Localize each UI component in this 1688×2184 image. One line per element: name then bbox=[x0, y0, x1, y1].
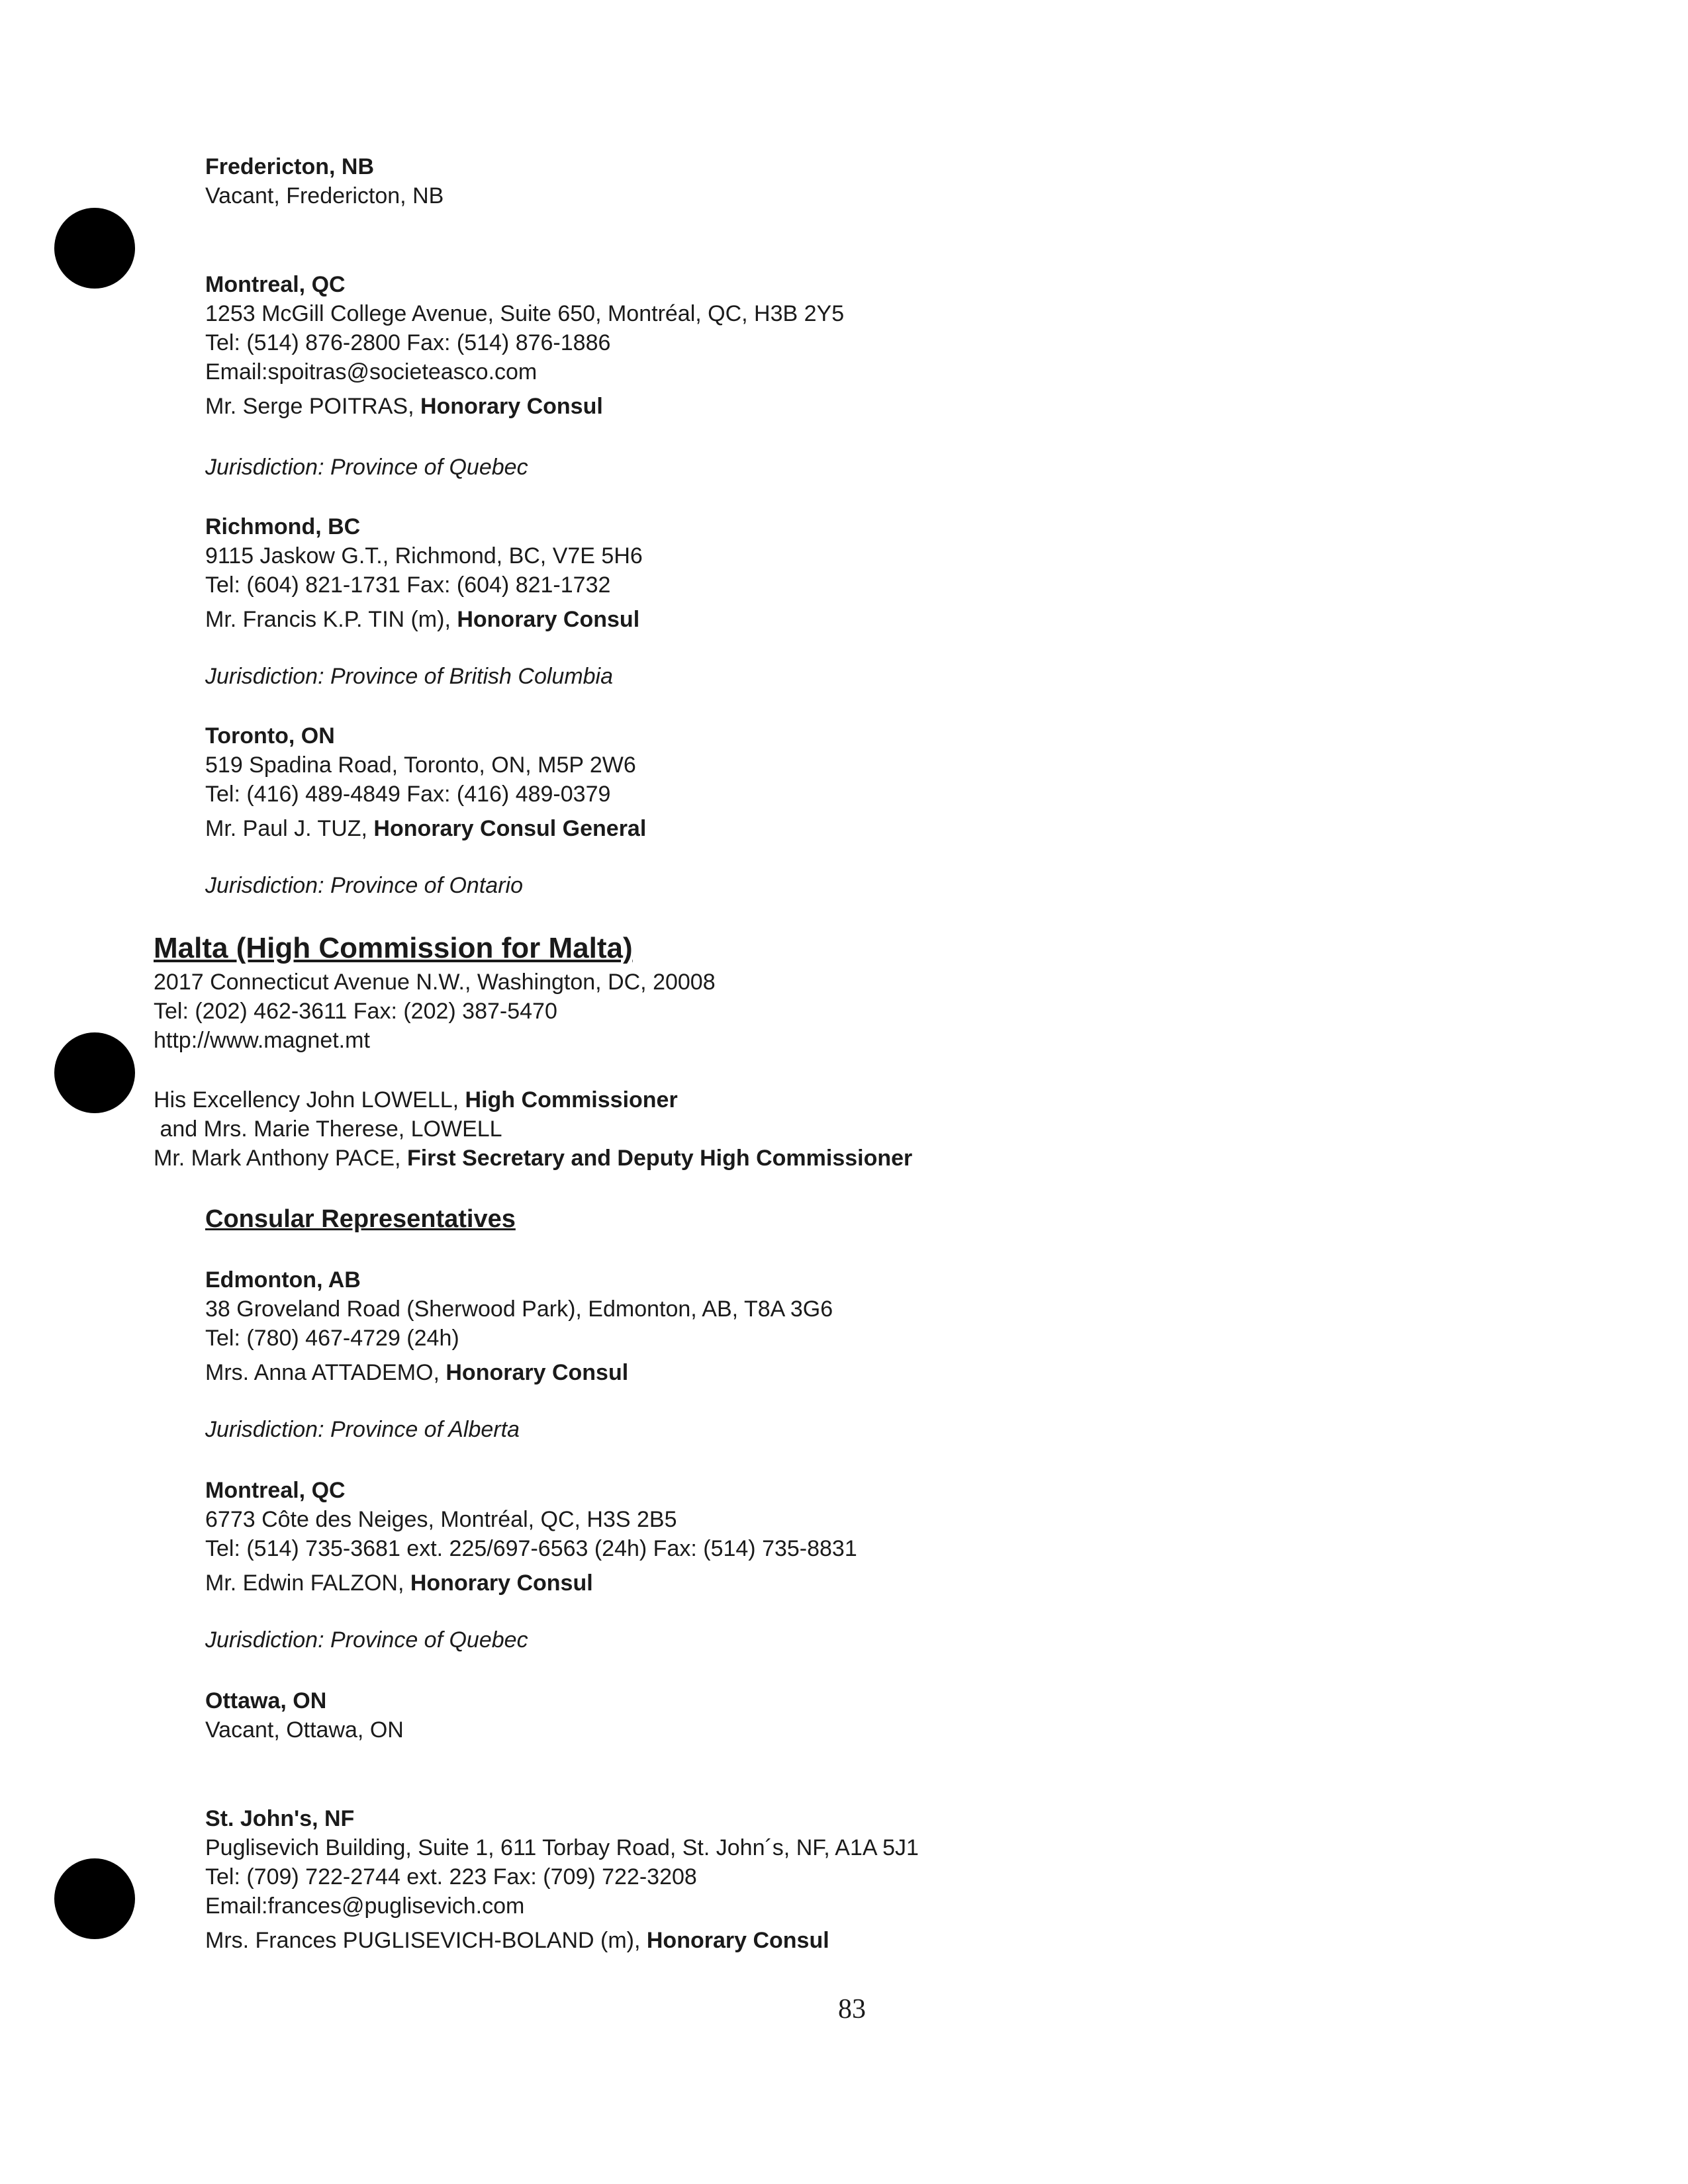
consul-line bbox=[205, 605, 1529, 634]
address-line: 1253 McGill College Avenue, Suite 650, Montréal, QC, H3B 2Y5 bbox=[205, 301, 845, 326]
high-commission-details bbox=[154, 968, 1544, 1173]
binder-hole bbox=[54, 208, 135, 289]
jurisdiction: Jurisdiction: Province of Quebec bbox=[205, 1627, 528, 1653]
consul-name: Mr. Serge POITRAS, bbox=[205, 394, 420, 419]
phone-line: Tel: (202) 462-3611 Fax: (202) 387-5470 bbox=[154, 999, 557, 1024]
consulate-entry bbox=[205, 721, 1529, 843]
consul-name: Mr. Edwin FALZON, bbox=[205, 1570, 410, 1596]
consul-name: Mr. Francis K.P. TIN (m), bbox=[205, 607, 457, 632]
city-heading: Montreal, QC bbox=[205, 272, 346, 297]
staff-line bbox=[154, 1144, 1544, 1173]
city-heading: Toronto, ON bbox=[205, 723, 335, 749]
consul-role: Honorary Consul bbox=[445, 1360, 629, 1385]
page-number: 83 bbox=[838, 1994, 866, 2025]
consulate-entry bbox=[205, 1804, 1529, 1955]
staff-line bbox=[154, 1085, 1544, 1115]
consulate-entry bbox=[205, 512, 1529, 634]
address-line: 38 Groveland Road (Sherwood Park), Edmonton, AB, T8A 3G6 bbox=[205, 1297, 833, 1322]
consul-role: Honorary Consul bbox=[646, 1928, 829, 1953]
phone-line: Tel: (780) 467-4729 (24h) bbox=[205, 1326, 459, 1351]
email-line[interactable]: Email:spoitras@societeasco.com bbox=[205, 359, 538, 385]
consul-line bbox=[205, 1926, 1529, 1955]
city-heading: Richmond, BC bbox=[205, 514, 361, 539]
consulate-entry bbox=[205, 1265, 1529, 1387]
consul-role: Honorary Consul bbox=[457, 607, 640, 632]
consulate-entry bbox=[205, 152, 1529, 210]
binder-hole bbox=[54, 1858, 135, 1939]
jurisdiction: Jurisdiction: Province of Ontario bbox=[205, 873, 523, 898]
consul-line bbox=[205, 1569, 1529, 1598]
phone-line: Tel: (416) 489-4849 Fax: (416) 489-0379 bbox=[205, 782, 611, 807]
consul-line bbox=[205, 814, 1529, 843]
consul-line bbox=[205, 392, 1529, 421]
address-line: 519 Spadina Road, Toronto, ON, M5P 2W6 bbox=[205, 752, 636, 778]
consul-name: Mr. Paul J. TUZ, bbox=[205, 816, 374, 841]
phone-line: Tel: (709) 722-2744 ext. 223 Fax: (709) 722-3208 bbox=[205, 1864, 697, 1889]
consulate-entry bbox=[205, 1476, 1529, 1598]
staff-name: His Excellency John LOWELL, bbox=[154, 1087, 465, 1113]
consulate-entry bbox=[205, 1686, 1529, 1745]
jurisdiction: Jurisdiction: Province of British Columbia bbox=[205, 664, 614, 689]
staff-name: Mr. Mark Anthony PACE, bbox=[154, 1146, 407, 1171]
section-heading: Consular Representatives bbox=[205, 1205, 516, 1233]
consul-name: Mrs. Anna ATTADEMO, bbox=[205, 1360, 446, 1385]
phone-line: Tel: (604) 821-1731 Fax: (604) 821-1732 bbox=[205, 572, 611, 598]
email-line[interactable]: Email:frances@puglisevich.com bbox=[205, 1893, 525, 1919]
binder-hole bbox=[54, 1032, 135, 1113]
address-line: 6773 Côte des Neiges, Montréal, QC, H3S 2B5 bbox=[205, 1507, 677, 1532]
consul-role: Honorary Consul bbox=[420, 394, 603, 419]
country-title: Malta (High Commission for Malta) bbox=[154, 932, 633, 964]
address-line: Vacant, Ottawa, ON bbox=[205, 1717, 404, 1743]
staff-role: First Secretary and Deputy High Commissioner bbox=[406, 1146, 913, 1171]
consul-name: Mrs. Frances PUGLISEVICH-BOLAND (m), bbox=[205, 1928, 647, 1953]
consul-role: Honorary Consul bbox=[410, 1570, 593, 1596]
staff-role: High Commissioner bbox=[465, 1087, 678, 1113]
consul-line bbox=[205, 1358, 1529, 1387]
consulate-entry bbox=[205, 270, 1529, 421]
staff-name: and Mrs. Marie Therese, LOWELL bbox=[154, 1116, 502, 1142]
city-heading: Ottawa, ON bbox=[205, 1688, 327, 1713]
address-line: 2017 Connecticut Avenue N.W., Washington, DC, 20008 bbox=[154, 970, 716, 995]
city-heading: Montreal, QC bbox=[205, 1478, 346, 1503]
consul-role: Honorary Consul General bbox=[373, 816, 647, 841]
phone-line: Tel: (514) 735-3681 ext. 225/697-6563 (24h) Fax: (514) 735-8831 bbox=[205, 1536, 857, 1561]
address-line: Vacant, Fredericton, NB bbox=[205, 183, 444, 208]
city-heading: Fredericton, NB bbox=[205, 154, 375, 179]
website-link[interactable]: http://www.magnet.mt bbox=[154, 1028, 370, 1053]
phone-line: Tel: (514) 876-2800 Fax: (514) 876-1886 bbox=[205, 330, 611, 355]
address-line: 9115 Jaskow G.T., Richmond, BC, V7E 5H6 bbox=[205, 543, 643, 569]
staff-line bbox=[154, 1115, 1544, 1144]
city-heading: St. John's, NF bbox=[205, 1806, 355, 1831]
jurisdiction: Jurisdiction: Province of Quebec bbox=[205, 455, 528, 480]
city-heading: Edmonton, AB bbox=[205, 1267, 361, 1293]
jurisdiction: Jurisdiction: Province of Alberta bbox=[205, 1417, 520, 1442]
address-line: Puglisevich Building, Suite 1, 611 Torbay Road, St. John´s, NF, A1A 5J1 bbox=[205, 1835, 919, 1860]
